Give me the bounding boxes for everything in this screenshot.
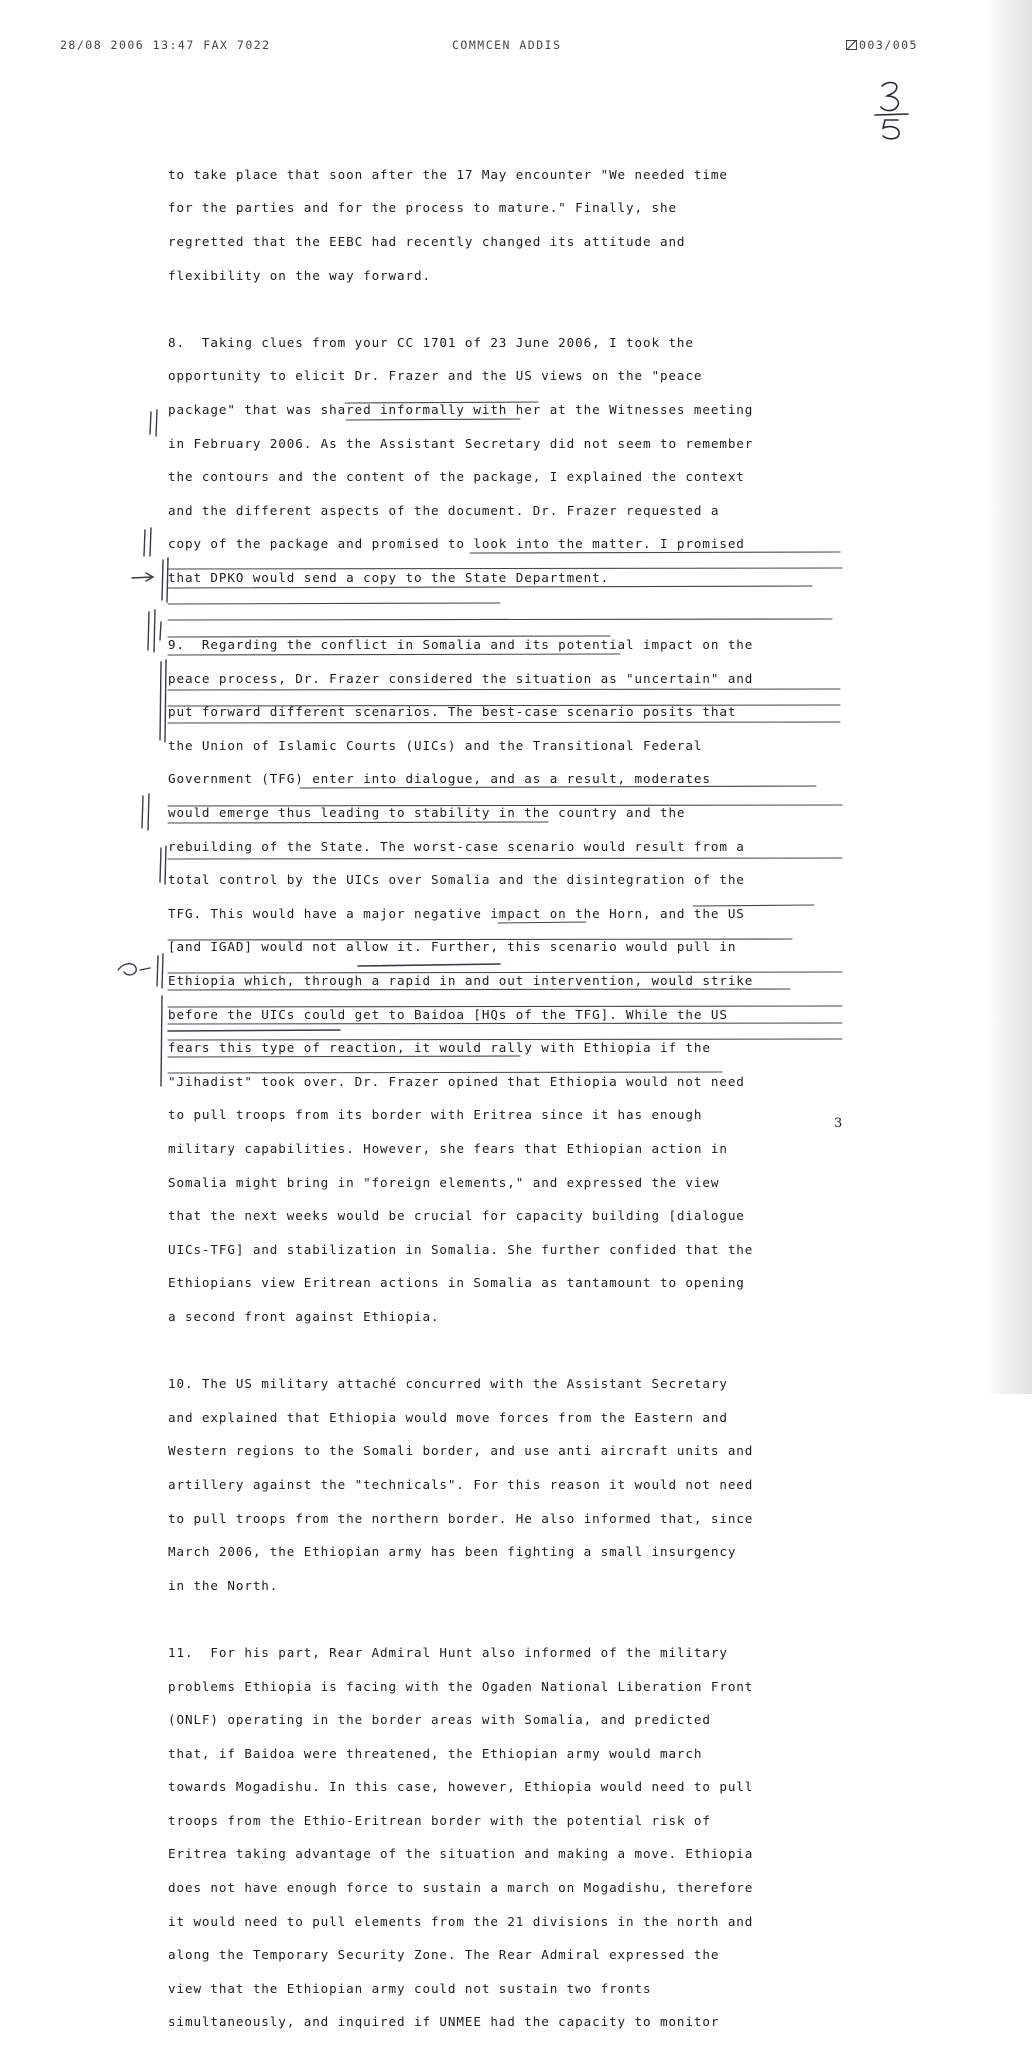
fax-header-page-count [846,38,918,52]
text-line: problems Ethiopia is facing with the Ogaden National Liberation Front [168,1678,754,1694]
text-line: UICs-TFG] and stabilization in Somalia. She further confided that the [168,1241,754,1257]
text-line: (ONLF) operating in the border areas with Somalia, and predicted [168,1712,711,1728]
text-line: that, if Baidoa were threatened, the Ethiopian army would march [168,1745,703,1761]
text-line: flexibility on the way forward. [168,267,431,283]
text-line: 10. The US military attaché concurred with the Assistant Secretary [168,1376,728,1392]
fax-header-sender: COMMCEN ADDIS [452,38,562,52]
fax-header-datetime: 28/08 2006 13:47 FAX 7022 [60,38,271,52]
text-line: Ethiopia which, through a rapid in and out intervention, would strike [168,973,754,989]
text-line: Western regions to the Somali border, and use anti aircraft units and [168,1443,754,1459]
handwritten-page-mark [872,78,912,142]
text-line: in the North. [168,1577,279,1593]
text-line: before the UICs could get to Baidoa [HQs of the TFG]. While the US [168,1006,728,1022]
paragraph-7-continuation [168,150,858,301]
margin-bar [157,956,158,986]
text-line: to take place that soon after the 17 May encounter "We needed time [168,166,728,182]
text-line: [and IGAD] would not allow it. Further, this scenario would pull in [168,939,737,955]
text-line: does not have enough force to sustain a march on Mogadishu, therefore [168,1880,754,1896]
margin-bar [144,530,145,556]
margin-bar [162,560,163,600]
margin-bar [150,528,151,556]
text-line: would emerge thus leading to stability in the country and the [168,805,686,821]
margin-bar [165,846,166,884]
text-line: to pull troops from the northern border. He also informed that, since [168,1510,754,1526]
text-line: Ethiopians view Eritrean actions in Somalia as tantamount to opening [168,1275,745,1291]
text-line: Somalia might bring in "foreign elements," and expressed the view [168,1174,720,1190]
text-line: and explained that Ethiopia would move forces from the Eastern and [168,1409,728,1425]
memo-body [168,150,858,2065]
margin-bar [160,848,161,882]
text-line: copy of the package and promised to look into the matter. I promised [168,536,745,552]
text-line: towards Mogadishu. In this case, however, Ethiopia would need to pull [168,1779,754,1795]
margin-bar [160,622,161,640]
fax-header-page-count-text: 003/005 [859,38,918,52]
margin-bar [148,612,149,650]
text-line: that DPKO would send a copy to the State Department. [168,569,610,585]
text-line: along the Temporary Security Zone. The Rear Admiral expressed the [168,1947,720,1963]
text-line: rebuilding of the State. The worst-case scenario would result from a [168,838,745,854]
text-line: 9. Regarding the conflict in Somalia and its potential impact on the [168,637,754,653]
paragraph-10 [168,1359,858,1611]
text-line: view that the Ethiopian army could not sustain two fronts [168,1980,652,1996]
text-line: TFG. This would have a major negative impact on the Horn, and the US [168,905,745,921]
margin-bar [156,410,157,436]
margin-arrow [132,577,152,578]
text-line: it would need to pull elements from the 21 divisions in the north and [168,1913,754,1929]
text-line: military capabilities. However, she fears that Ethiopian action in [168,1141,728,1157]
fax-page-icon [846,40,857,50]
paragraph-9 [168,620,858,1342]
text-line: put forward different scenarios. The best-case scenario posits that [168,704,737,720]
text-line: peace process, Dr. Frazer considered the situation as "uncertain" and [168,670,754,686]
margin-bar [150,412,151,434]
margin-bar [165,660,166,742]
margin-bar [162,954,163,988]
page-number: 3 [834,1116,843,1131]
text-line: and the different aspects of the document. Dr. Frazer requested a [168,502,720,518]
text-line: the Union of Islamic Courts (UICs) and the Transitional Federal [168,737,703,753]
text-line: regretted that the EEBC had recently changed its attitude and [168,233,686,249]
margin-bar [161,996,162,1086]
margin-bar [154,610,155,652]
margin-bar [148,794,149,830]
text-line: troops from the Ethio-Eritrean border with the potential risk of [168,1812,711,1828]
text-line: to pull troops from its border with Eritrea since it has enough [168,1107,703,1123]
text-line: that the next weeks would be crucial for capacity building [dialogue [168,1208,745,1224]
text-line: the contours and the content of the package, I explained the context [168,469,745,485]
paragraph-11 [168,1628,858,2048]
text-line: 8. Taking clues from your CC 1701 of 23 June 2006, I took the [168,334,694,350]
text-line: "Jihadist" took over. Dr. Frazer opined that Ethiopia would not need [168,1073,745,1089]
text-line: fears this type of reaction, it would rally with Ethiopia if the [168,1040,711,1056]
text-line: simultaneously, and inquired if UNMEE had the capacity to monitor [168,2014,720,2030]
text-line: total control by the UICs over Somalia and the disintegration of the [168,872,745,888]
text-line: Eritrea taking advantage of the situation and making a move. Ethiopia [168,1846,754,1862]
paragraph-8 [168,318,858,604]
text-line: opportunity to elicit Dr. Frazer and the US views on the "peace [168,368,703,384]
margin-bar [142,796,143,828]
text-line: artillery against the "technicals". For this reason it would not need [168,1476,754,1492]
text-line: in February 2006. As the Assistant Secretary did not seem to remember [168,435,754,451]
page-edge-shadow [986,0,1032,1394]
margin-scribble [140,968,150,970]
text-line: March 2006, the Ethiopian army has been fighting a small insurgency [168,1544,737,1560]
margin-scribble [118,964,136,975]
text-line: package" that was shared informally with her at the Witnesses meeting [168,401,754,417]
text-line: a second front against Ethiopia. [168,1308,440,1324]
margin-bar [160,662,161,740]
text-line: 11. For his part, Rear Admiral Hunt also informed of the military [168,1644,728,1660]
margin-arrow [146,573,153,581]
text-line: for the parties and for the process to mature." Finally, she [168,200,677,216]
text-line: Government (TFG) enter into dialogue, and as a result, moderates [168,771,711,787]
